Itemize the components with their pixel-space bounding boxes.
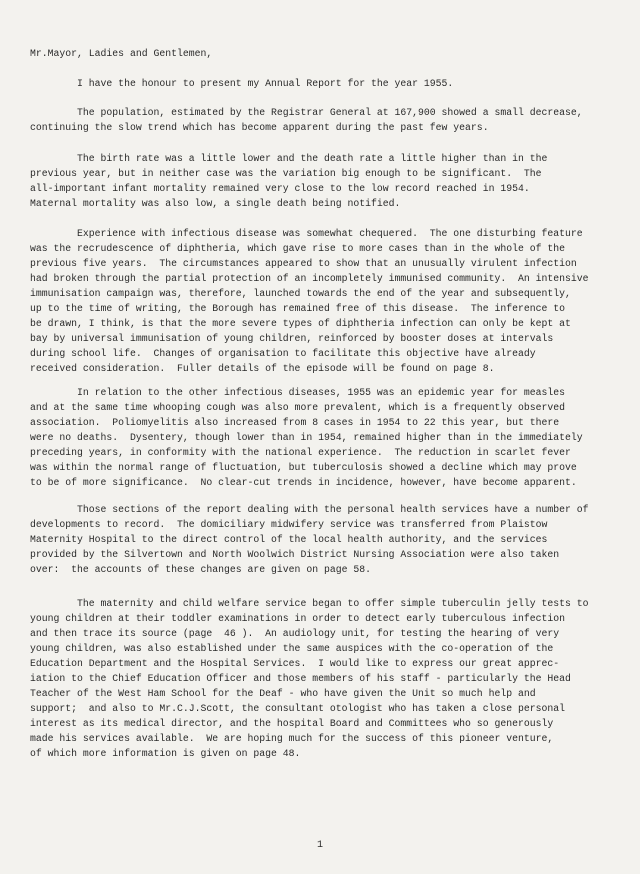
paragraph-personal-health-services: Those sections of the report dealing with the personal health services have a number of developments to record. The domiciliary midwifery service was transferred from Plaistow Maternity Hospital to the direct control of the local health authority, and the services provided by the Silvertown and North Woolwich District Nursing Association were also taken over: the accounts of these changes are given on page 58. <box>30 504 589 575</box>
page-number: 1 <box>316 840 323 851</box>
paragraph-population: The population, estimated by the Registrar General at 167,900 showed a small decrease, continuing the slow trend which has become apparent during the past few years. <box>30 107 583 133</box>
paragraph-annual-report: I have the honour to present my Annual Report for the year 1955. <box>30 78 454 89</box>
salutation: Mr.Mayor, Ladies and Gentlemen, <box>30 48 213 59</box>
paragraph-infectious-disease: Experience with infectious disease was somewhat chequered. The one disturbing feature was the recrudescence of diphtheria, which gave rise to more cases than in the whole of the previous five years. The circumstances appeared to show that an unusually virulent infection had broken through the partial protection of an incompletely immunised community. An intensive immunisation campaign was, therefore, launched towards the end of the year and subsequently, up to the time of writing, the Borough has remained free of this disease. The inference to be drawn, I think, is that the more severe types of diphtheria infection can only be kept at bay by universal immunisation of young children, reinforced by booster doses at intervals during school life. Changes of organisation to facilitate this objective have already received consideration. Fuller details of the episode will be found on page 8. <box>30 228 589 374</box>
paragraph-other-diseases: In relation to the other infectious diseases, 1955 was an epidemic year for measles and at the same time whooping cough was also more prevalent, which is a frequently observed association. Poliomyelitis also increased from 8 cases in 1954 to 22 this year, but there were no deaths. Dysentery, though lower than in 1954, remained higher than in the immediately preceding years, in conformity with the national experience. The reduction in scarlet fever was within the normal range of fluctuation, but tuberculosis showed a decline which may prove to be of more significance. No clear-cut trends in incidence, however, have become apparent. <box>30 387 583 488</box>
paragraph-maternity-child-welfare: The maternity and child welfare service began to offer simple tuberculin jelly tests to young children at their toddler examinations in order to detect early tuberculous infection and then trace its source (page 46 ). An audiology unit, for testing the hearing of very young children, was also established under the same auspices with the co-operation of the Education Department and the Hospital Services. I would like to express our great apprec- iation to the Chief Education Officer and those members of his staff - particularly the Head Teacher of the West Ham School for the Deaf - who have given the Unit so much help and support; and also to Mr.C.J.Scott, the consultant otologist who has taken a close personal interest as its medical director, and the hospital Board and Committees who so generously made his services available. We are hoping much for the success of this pioneer venture, of which more information is given on page 48. <box>30 598 589 759</box>
paragraph-birth-death-rates: The birth rate was a little lower and the death rate a little higher than in the previous year, but in neither case was the variation big enough to be significant. The all-important infant mortality remained very close to the low record reached in 1954. Maternal mortality was also low, a single death being notified. <box>30 153 548 209</box>
